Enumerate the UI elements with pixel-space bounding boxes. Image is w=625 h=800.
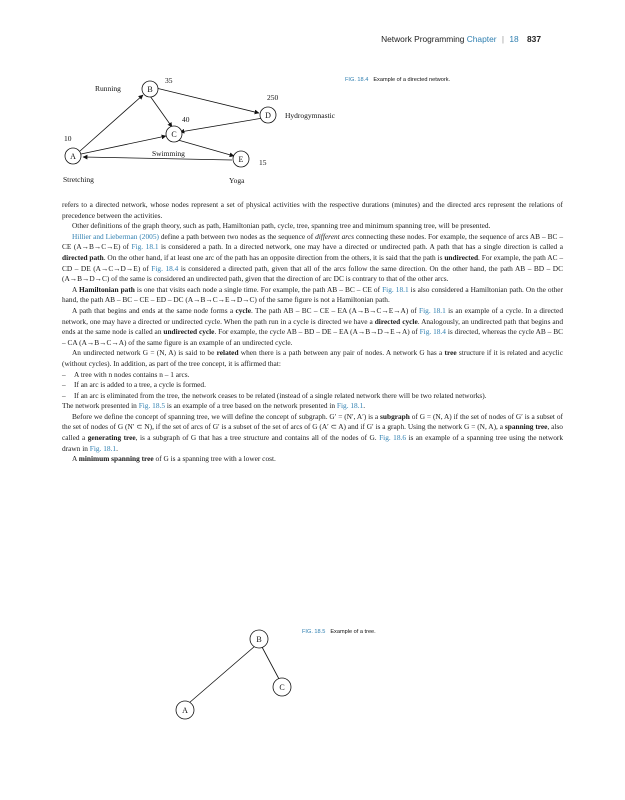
figure-caption-text: Example of a tree. bbox=[330, 629, 376, 635]
body-text bbox=[62, 200, 563, 465]
name-stretching: Stretching bbox=[63, 175, 94, 184]
figure-caption-text: Example of a directed network. bbox=[373, 77, 451, 83]
figure-link[interactable]: Fig. 18.1 bbox=[336, 401, 364, 411]
figure-link[interactable]: Fig. 18.5 bbox=[138, 401, 166, 411]
paragraph: A path that begins and ends at the same node forms a cycle. The path AB – BC – CE – EA (A→B→C→E→A) of Fig. 18.1 is an example of a cycle. In a directed network, one may have a directed or undirected cycle. When the path run in a cycle is directed we have a directed cycle. Analogously, an undirected path that begins and ends at the same node is called an undirected cycle. For example, the cycle AB – BD – DE – EA (A→B→D→E→A) of Fig. 18.4 is directed, whereas the cycle AB – BC – CA (A→B→C→A) of the same figure is an example of an undirected cycle. bbox=[62, 305, 564, 347]
node-a-label: A bbox=[70, 152, 76, 161]
list-item: – If an arc is eliminated from the tree, the network ceases to be related (instead of a single related network there will be two related networks). bbox=[62, 391, 563, 402]
paragraph: Hillier and Lieberman (2005) define a path between two nodes as the sequence of different arcs connecting these nodes. For example, the sequence of arcs AB – BC – CE (A→B→C→E) of Fig. 18.1 is considered a path. In a directed network, one may have a directed or undirected path. A path that has a single direction is called a directed path. On the other hand, if at least one arc of the path has an opposite direction from the others, it is said that the path is undirected. For example, the path AC – CD – DE (A→C→D→E) of Fig. 18.4 is considered a directed path, given that all of the arcs follow the same direction. On the other hand, the path AB – BD – DC (A→B→D→C) of the same is considered an undirected path, given that the direction of arc DC is contrary to that of the other arcs. bbox=[62, 231, 563, 284]
name-running: Running bbox=[95, 84, 121, 93]
figure-18-4-caption bbox=[345, 77, 450, 83]
figure-link[interactable]: Fig. 18.1 bbox=[131, 242, 159, 252]
weight-c: 40 bbox=[182, 115, 190, 124]
node-b-label: B bbox=[147, 85, 153, 94]
paragraph: The network presented in Fig. 18.5 is an example of a tree based on the network presented in Fig. 18.1. bbox=[62, 401, 366, 411]
tree-node-b-label: B bbox=[256, 635, 262, 644]
paragraph: An undirected network G = (N, A) is said to be related when there is a path between any pair of nodes. A network G has a tree structure if it is related and acyclic (without cycles). In addition, as part of the tree concept, it is affirmed that: bbox=[62, 348, 563, 368]
arc-d-c bbox=[180, 118, 263, 132]
node-e-label: E bbox=[238, 155, 244, 164]
figure-18-5-diagram bbox=[170, 622, 300, 722]
name-swimming: Swimming bbox=[152, 149, 185, 158]
figure-link[interactable]: Fig. 18.1 bbox=[89, 443, 117, 453]
figure-link[interactable]: Fig. 18.4 bbox=[151, 263, 179, 273]
header-chapter-number: 18 bbox=[509, 34, 519, 44]
tree-node-a-label: A bbox=[182, 706, 188, 715]
tree-edge-b-a bbox=[189, 646, 255, 703]
node-d-label: D bbox=[265, 111, 271, 120]
weight-d: 250 bbox=[267, 93, 279, 102]
paragraph: Other definitions of the graph theory, such as path, Hamiltonian path, cycle, tree, spanning tree and minimum spanning tree, will be presented. bbox=[72, 221, 491, 231]
tree-edge-b-c bbox=[262, 647, 279, 679]
figure-18-4-diagram bbox=[55, 68, 365, 190]
figure-link[interactable]: Fig. 18.1 bbox=[382, 284, 409, 294]
name-hydrogymnastic: Hydrogymnastic bbox=[285, 111, 335, 120]
tree-node-c-label: C bbox=[279, 683, 285, 692]
figure-link[interactable]: Fig. 18.1 bbox=[419, 305, 446, 315]
list-item: – A tree with n nodes contains n – 1 arcs. bbox=[62, 370, 563, 381]
header-title: Network Programming bbox=[381, 34, 465, 44]
arc-b-c bbox=[150, 96, 172, 127]
paragraph: Before we define the concept of spanning tree, we will define the concept of subgraph. G′ = (N′, A′) is a subgraph of G = (N, A) if the set of nodes of G′ is a subset of the set of nodes of G (N′ ⊂ N), if the set of arcs of G′ is a subset of the set of arcs of G (A′ ⊂ A) and if G′ is a graph. Using the network G = (N, A), a spanning tree, also called a generating tree, is a subgraph of G that has a tree structure and contains all of the nodes of G. Fig. 18.6 is an example of a spanning tree using the network drawn in Fig. 18.1. bbox=[62, 411, 563, 453]
paragraph: refers to a directed network, whose nodes represent a set of physical activities with the respective durations (minutes) and the directed arcs represent the relations of precedence between the activities. bbox=[62, 200, 563, 220]
bullet-list bbox=[62, 370, 563, 402]
page-number: 837 bbox=[527, 34, 541, 44]
citation-link[interactable]: Hillier and Lieberman (2005) bbox=[72, 231, 159, 241]
list-item: – If an arc is added to a tree, a cycle is formed. bbox=[62, 380, 563, 391]
paragraph: A Hamiltonian path is one that visits each node a single time. For example, the path AB – BC – CE of Fig. 18.1 is also considered a Hamiltonian path. On the other hand, the path AB – BC – CE – ED – DC (A→B→C→E→D→C) of the same figure is not a Hamiltonian path. bbox=[62, 284, 564, 305]
weight-b: 35 bbox=[165, 76, 173, 85]
header-separator: | bbox=[501, 34, 505, 44]
node-c-label: C bbox=[171, 130, 177, 139]
arc-c-e bbox=[178, 140, 234, 156]
figure-label: FIG. 18.5 bbox=[302, 629, 326, 635]
paragraph: A minimum spanning tree of G is a spanning tree with a lower cost. bbox=[72, 454, 276, 464]
weight-e: 15 bbox=[259, 158, 267, 167]
figure-label: FIG. 18.4 bbox=[345, 77, 369, 83]
running-header bbox=[381, 34, 541, 44]
figure-18-5-caption bbox=[302, 629, 376, 635]
header-chapter-label: Chapter bbox=[466, 34, 497, 44]
name-yoga: Yoga bbox=[229, 176, 245, 185]
arc-b-d bbox=[156, 88, 259, 113]
weight-a: 10 bbox=[64, 134, 72, 143]
figure-link[interactable]: Fig. 18.6 bbox=[379, 433, 407, 443]
figure-link[interactable]: Fig. 18.4 bbox=[419, 327, 446, 337]
